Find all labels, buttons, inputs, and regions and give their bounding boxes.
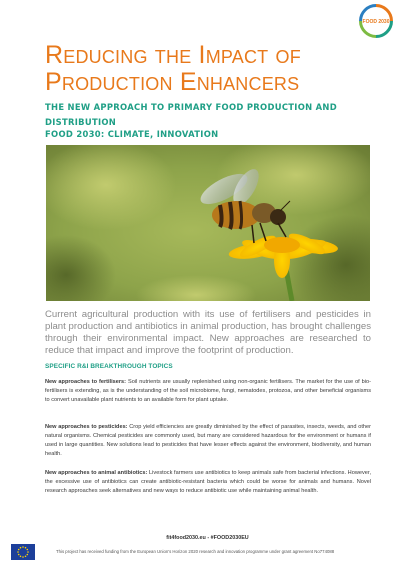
intro-paragraph: Current agricultural production with its use of fertilisers and pesticides in plant production and antibiotics in animal production, has brought challenges through their environmental impact. New approaches are researched to reduce that impact and improve the footprint of production. [45,309,371,356]
topic-antibiotics [45,469,371,496]
fit4food2030-logo-icon [359,4,393,38]
tagline: FOOD 2030: CLIMATE, INNOVATION [45,129,219,139]
footer-url: fit4food2030.eu - #FOOD2030EU [166,535,249,541]
funding-notice: This project has received funding from the European Union's Horizon 2020 research and innovation programme under grant agreement No774088 [56,549,335,554]
title-line-2: Production Enhancers [45,68,300,96]
topic-pesticides [45,423,371,459]
topic-fertilisers [45,378,371,405]
topic-text: Livestock farmers use antibiotics to keep animals safe from bacterial infections. However, the excessive use of antibiotics can create antibiotic-resistant bacteria which could be worse for animals and humans. Novel research approaches seek alternatives and new ways to reduce antibiotic use while maintaining animal health. [45,470,371,494]
logo-text: FOOD 2030 [362,19,390,25]
subtitle: THE NEW APPROACH TO PRIMARY FOOD PRODUCTION AND DISTRIBUTION [45,102,337,127]
bee-on-yellow-flower-photo [46,145,370,301]
topic-lead: New approaches to pesticides: [45,424,128,430]
eu-flag-icon [11,544,35,560]
page-title [45,42,385,96]
topic-lead: New approaches to fertilisers: [45,379,127,385]
topic-text: Crop yield efficiencies are greatly diminished by the effect of parasites, insects, weeds, and other natural organisms. Chemical pesticides are commonly used, but many are considered hazardous for the environment or humans if used in large quantities. New solutions lead to pesticides that have lesser effects against the environment, biodiversity, and human health. [45,424,371,457]
topic-text: Soil nutrients are usually replenished using non-organic fertilisers. The market for the use of bio-fertilisers is extending, as is the understanding of the soil microbiome, fungi, nematodes, protozoa, and other beneficial organisms to convert unavailable plant nutrients to an available form for plant uptake. [45,379,371,403]
section-heading: SPECIFIC R&I BREAKTHROUGH TOPICS [45,363,173,370]
title-line-1: Reducing the Impact of [45,41,301,69]
topic-lead: New approaches to animal antibiotics: [45,470,148,476]
